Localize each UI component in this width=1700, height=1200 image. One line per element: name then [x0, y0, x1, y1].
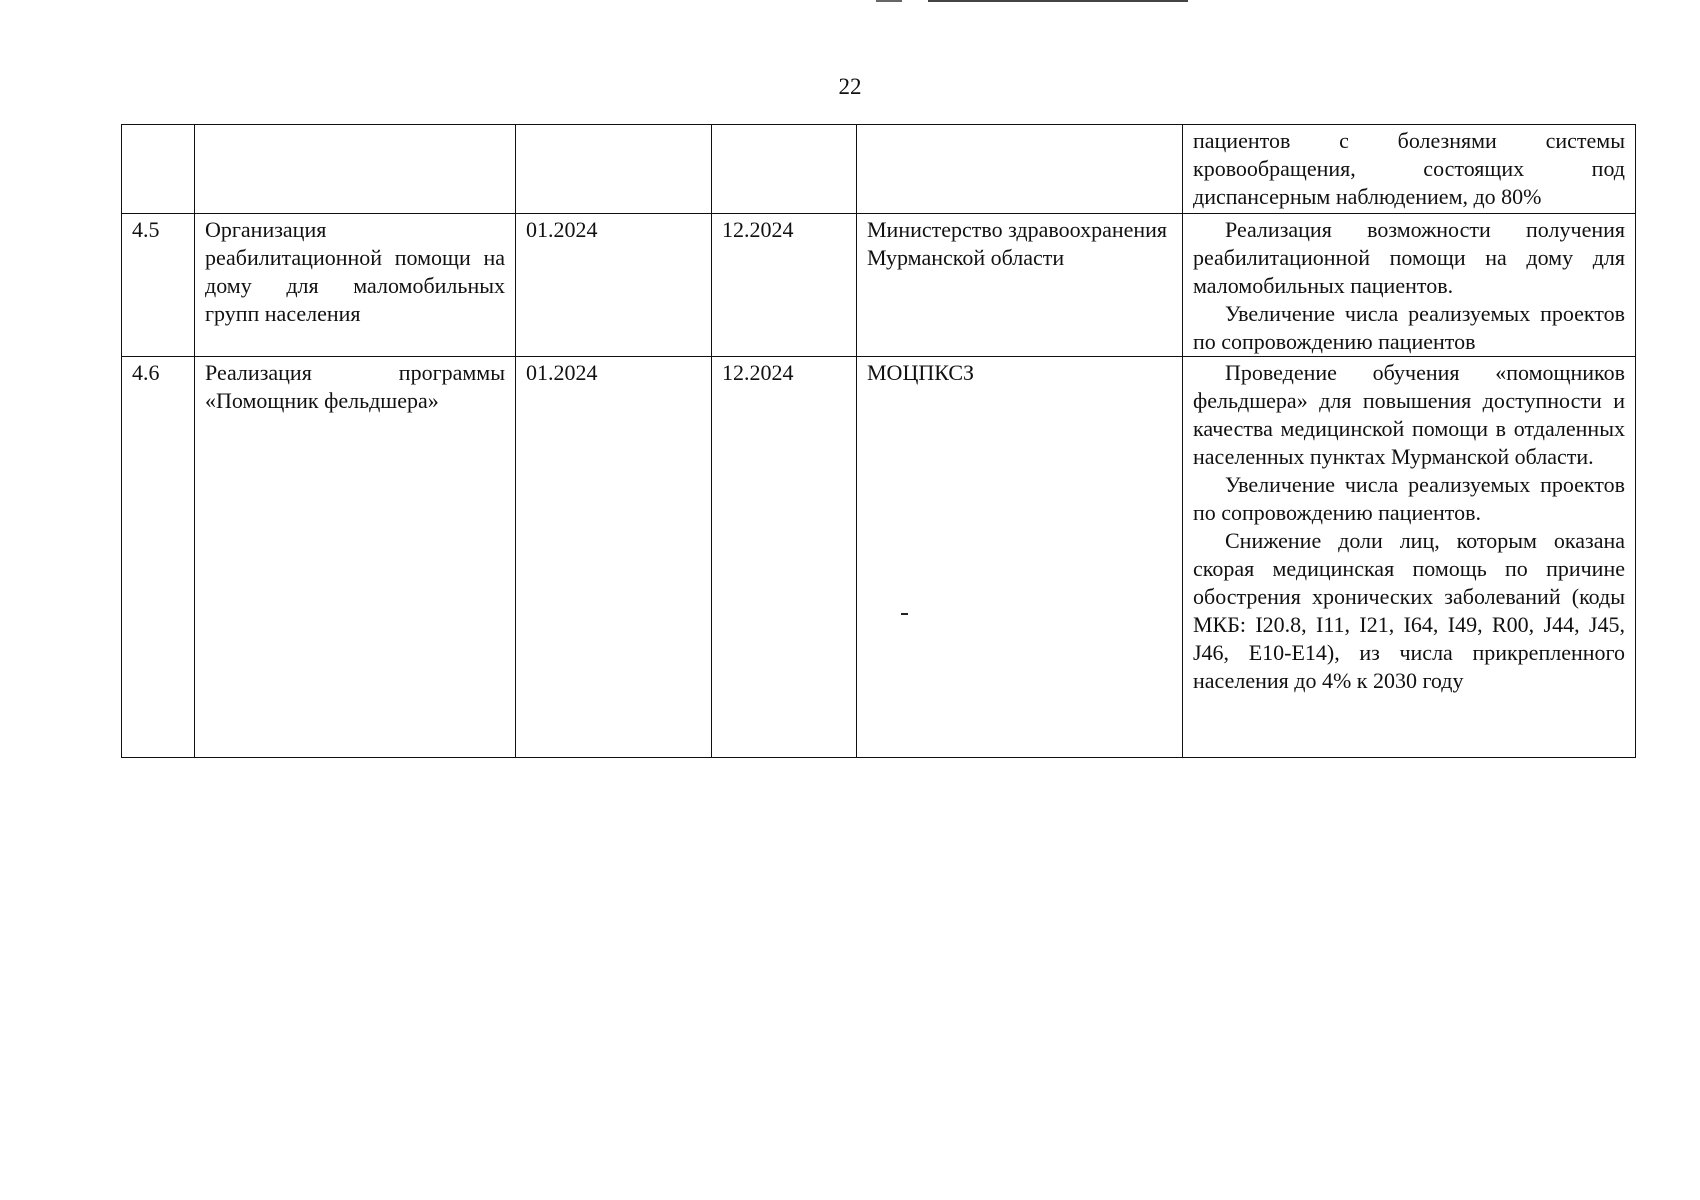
table-row-continuation [122, 125, 1636, 214]
result-cell [1183, 214, 1636, 357]
stray-mark [901, 613, 908, 615]
responsible-party: МОЦПКСЗ [867, 360, 975, 385]
scan-edge-line [928, 0, 1188, 2]
table-row [122, 214, 1636, 357]
row-number: 4.5 [122, 214, 195, 357]
name-cell [195, 125, 516, 214]
result-paragraph: Снижение доли лиц, которым оказана скорая медицинская помощь по причине обострения хронических заболеваний (коды МКБ: I20.8, I11, I21, I64, I49, R00, J44, J45, J46, E10-E14), из числа прикрепленного населения до 4% к 2030 году [1193, 528, 1625, 693]
end-date: 12.2024 [712, 357, 857, 758]
result-paragraph: Проведение обучения «помощников фельдшера» для повышения доступности и качества медицинской помощи в отдаленных населенных пунктах Мурманской области. [1193, 360, 1625, 469]
result-paragraph: Реализация возможности получения реабилитационной помощи на дому для маломобильных пациентов. [1193, 217, 1625, 298]
measures-table [121, 124, 1636, 758]
result-text: пациентов с болезнями системы кровообращения, состоящих под диспансерным наблюдением, до 80% [1193, 128, 1625, 209]
end-date-cell [712, 125, 857, 214]
start-date: 01.2024 [516, 357, 712, 758]
page-number: 22 [838, 74, 862, 99]
result-cell [1183, 125, 1636, 214]
measure-name: Организация реабилитационной помощи на дому для маломобильных групп населения [195, 214, 516, 357]
row-number: 4.6 [122, 357, 195, 758]
result-paragraph: Увеличение числа реализуемых проектов по сопровождению пациентов [1193, 301, 1625, 354]
num-cell [122, 125, 195, 214]
scan-edge-mark [876, 0, 902, 2]
result-cell [1183, 357, 1636, 758]
responsible-party: Министерство здравоохранения Мурманской области [857, 214, 1183, 357]
start-date: 01.2024 [516, 214, 712, 357]
result-paragraph: Увеличение числа реализуемых проектов по сопровождению пациентов. [1193, 472, 1625, 525]
start-date-cell [516, 125, 712, 214]
end-date: 12.2024 [712, 214, 857, 357]
measure-name: Реализация программы «Помощник фельдшера» [195, 357, 516, 758]
responsible-cell [857, 125, 1183, 214]
table-row [122, 357, 1636, 758]
responsible-cell [857, 357, 1183, 758]
